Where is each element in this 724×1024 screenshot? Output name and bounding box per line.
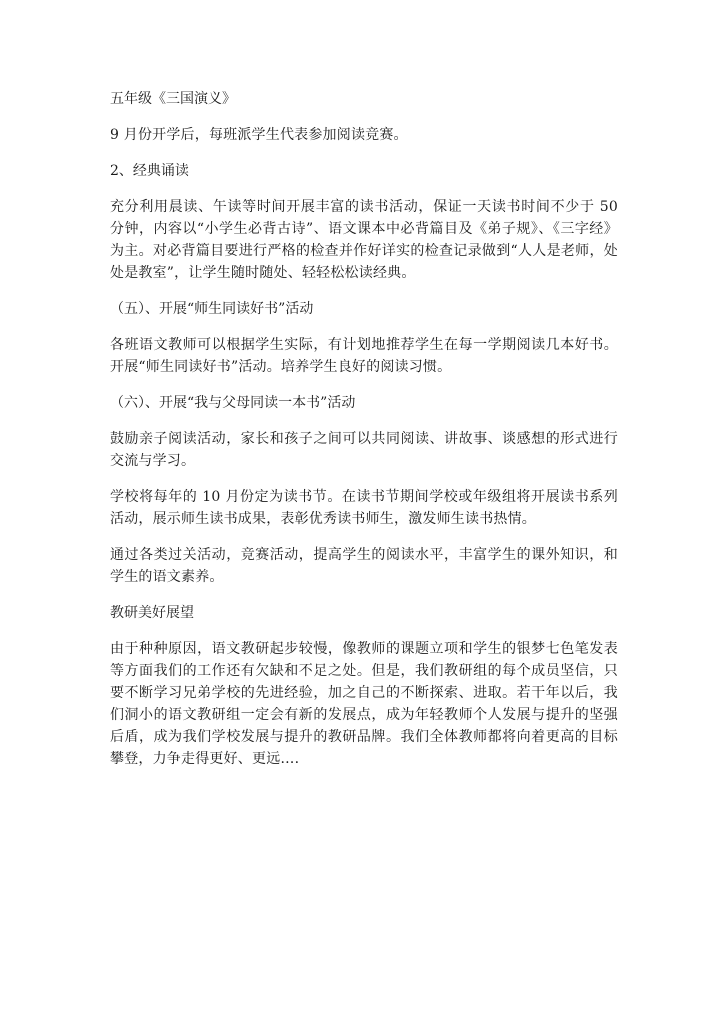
classic-reading-heading: 2、经典诵读 xyxy=(110,163,189,179)
classic-reading-paragraph: 充分利用晨读、午读等时间开展丰富的读书活动，保证一天读书时间不少于 50 分钟，内容以“小学生必背古诗”、语文课本中必背篇目及《弟子规》、《三字经》为主。对必背篇目要进行严格的检查并作好详实的检查记录做到“人人是老师，处处是教室”，让学生随时随处、轻轻松松读经典。 xyxy=(110,199,623,281)
outlook-paragraph: 由于种种原因，语文教研起步较慢，像教师的课题立项和学生的银梦七色笔发表等方面我们的工作还有欠缺和不足之处。但是，我们教研组的每个成员坚信，只要不断学习兄弟学校的先进经验，加之自己的不断探索、进取。若干年以后，我们洞小的语文教研组一定会有新的发展点，成为年轻教师个人发展与提升的坚强后盾，成为我们学校发展与提升的教研品牌。我们全体教师都将向着更高的目标攀登，力争走得更好、更远…. xyxy=(110,641,618,767)
section-five-paragraph: 各班语文教师可以根据学生实际，有计划地推荐学生在每一学期阅读几本好书。开展“师生同读好书”活动。培养学生良好的阅读习惯。 xyxy=(110,337,618,375)
grade-five-book-line: 五年级《三国演义》 xyxy=(110,91,236,107)
parent-child-paragraph: 鼓励亲子阅读活动，家长和孩子之间可以共同阅读、讲故事、谈感想的形式进行交流与学习。 xyxy=(110,431,618,469)
reading-festival-paragraph: 学校将每年的 10 月份定为读书节。在读书节期间学校或年级组将开展读书系列活动，展示师生读书成果，表彰优秀读书师生，激发师生读书热情。 xyxy=(110,489,618,527)
document-page xyxy=(110,88,623,784)
section-six-heading: （六）、开展“我与父母同读一本书”活动 xyxy=(110,395,356,411)
outlook-heading: 教研美好展望 xyxy=(110,605,194,621)
section-five-heading: （五）、开展“师生同读好书”活动 xyxy=(110,301,314,317)
activities-paragraph: 通过各类过关活动，竞赛活动，提高学生的阅读水平，丰富学生的课外知识，和学生的语文素养。 xyxy=(110,547,618,585)
competition-paragraph: 9 月份开学后，每班派学生代表参加阅读竞赛。 xyxy=(110,127,408,143)
